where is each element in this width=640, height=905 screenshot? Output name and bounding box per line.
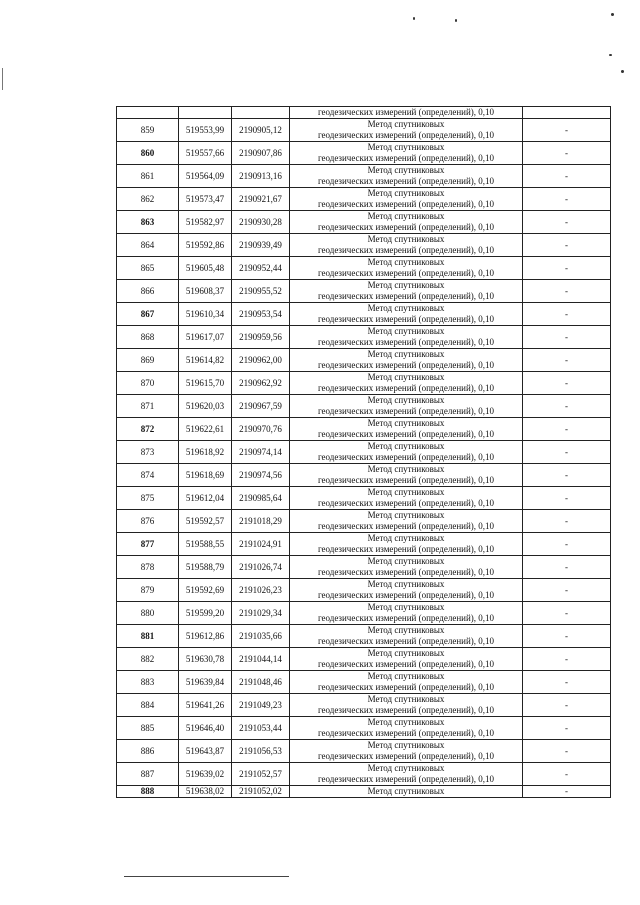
- cell-extra: -: [523, 142, 611, 165]
- table-row: [117, 326, 611, 349]
- cell-point-number: 870: [117, 372, 179, 395]
- method-line-1: Метод спутниковых: [367, 556, 445, 566]
- method-line-2: геодезических измерений (определений), 0,10: [317, 475, 495, 485]
- method-line-1: Метод спутниковых: [367, 349, 445, 359]
- cell-y: 2191056,53: [232, 740, 290, 763]
- cell-x: 519639,84: [179, 671, 232, 694]
- table-row: [117, 648, 611, 671]
- cell-x: 519622,61: [179, 418, 232, 441]
- cell-method: [290, 510, 523, 533]
- method-line-1: Метод спутниковых: [367, 602, 445, 612]
- scan-speck: [621, 70, 624, 73]
- method-line-1: Метод спутниковых: [367, 257, 445, 267]
- cell-x: [179, 107, 232, 119]
- method-line-1: Метод спутниковых: [367, 165, 445, 175]
- cell-extra: -: [523, 211, 611, 234]
- cell-method: [290, 165, 523, 188]
- scan-margin-mark: [2, 68, 3, 90]
- cell-y: 2190967,59: [232, 395, 290, 418]
- cell-y: 2191049,23: [232, 694, 290, 717]
- method-line-2: геодезических измерений (определений), 0,10: [317, 245, 495, 255]
- table-row: [117, 211, 611, 234]
- cell-method: [290, 326, 523, 349]
- cell-x: 519592,86: [179, 234, 232, 257]
- method-line-1: Метод спутниковых: [367, 625, 445, 635]
- method-line-2: геодезических измерений (определений), 0,10: [317, 360, 495, 370]
- cell-y: 2190953,54: [232, 303, 290, 326]
- method-line-2: геодезических измерений (определений), 0,10: [317, 498, 495, 508]
- table-row: [117, 671, 611, 694]
- table-row: [117, 694, 611, 717]
- scan-speck: [611, 13, 614, 16]
- method-line-2: геодезических измерений (определений), 0,10: [317, 452, 495, 462]
- table-row: [117, 349, 611, 372]
- method-line-1: Метод спутниковых: [367, 487, 445, 497]
- cell-x: 519564,09: [179, 165, 232, 188]
- table-row: [117, 556, 611, 579]
- cell-point-number: 875: [117, 487, 179, 510]
- cell-x: 519608,37: [179, 280, 232, 303]
- cell-extra: -: [523, 602, 611, 625]
- cell-point-number: [117, 107, 179, 119]
- cell-method: [290, 303, 523, 326]
- table-row: [117, 441, 611, 464]
- cell-extra: -: [523, 786, 611, 798]
- cell-x: 519638,02: [179, 786, 232, 798]
- scan-speck: [455, 19, 457, 22]
- cell-point-number: 885: [117, 717, 179, 740]
- method-line-2: геодезических измерений (определений), 0,10: [317, 636, 495, 646]
- cell-method: [290, 234, 523, 257]
- method-line-1: Метод спутниковых: [367, 188, 445, 198]
- cell-point-number: 888: [117, 786, 179, 798]
- cell-extra: -: [523, 510, 611, 533]
- cell-y: 2191018,29: [232, 510, 290, 533]
- table-row: [117, 418, 611, 441]
- method-line-2: геодезических измерений (определений), 0,10: [317, 222, 495, 232]
- table-row: [117, 487, 611, 510]
- cell-y: 2191026,23: [232, 579, 290, 602]
- method-line-2: геодезических измерений (определений), 0,10: [317, 774, 495, 784]
- table-row: [117, 119, 611, 142]
- cell-extra: -: [523, 648, 611, 671]
- cell-x: 519612,86: [179, 625, 232, 648]
- method-line-2: геодезических измерений (определений), 0,10: [317, 613, 495, 623]
- cell-point-number: 873: [117, 441, 179, 464]
- cell-extra: -: [523, 533, 611, 556]
- cell-extra: -: [523, 740, 611, 763]
- cell-method: [290, 671, 523, 694]
- method-line-1: Метод спутниковых: [367, 372, 445, 382]
- coordinates-table-body: [117, 107, 611, 798]
- cell-y: 2190985,64: [232, 487, 290, 510]
- table-row: [117, 188, 611, 211]
- cell-point-number: 877: [117, 533, 179, 556]
- cell-extra: -: [523, 763, 611, 786]
- cell-extra: -: [523, 349, 611, 372]
- cell-extra: -: [523, 234, 611, 257]
- table-row: [117, 763, 611, 786]
- cell-x: 519599,20: [179, 602, 232, 625]
- method-line-1: Метод спутниковых: [367, 786, 445, 796]
- cell-x: 519610,34: [179, 303, 232, 326]
- method-line-1: Метод спутниковых: [367, 395, 445, 405]
- method-line-2: геодезических измерений (определений), 0,10: [317, 705, 495, 715]
- table-row: [117, 395, 611, 418]
- cell-point-number: 863: [117, 211, 179, 234]
- cell-point-number: 866: [117, 280, 179, 303]
- table-row: [117, 234, 611, 257]
- method-line-2: геодезических измерений (определений), 0,10: [317, 659, 495, 669]
- cell-point-number: 869: [117, 349, 179, 372]
- method-line-1: Метод спутниковых: [367, 740, 445, 750]
- cell-point-number: 860: [117, 142, 179, 165]
- cell-y: 2190974,56: [232, 464, 290, 487]
- cell-y: 2190962,00: [232, 349, 290, 372]
- cell-x: 519643,87: [179, 740, 232, 763]
- method-line-2: геодезических измерений (определений), 0,10: [317, 314, 495, 324]
- cell-y: 2190970,76: [232, 418, 290, 441]
- cell-extra: -: [523, 671, 611, 694]
- cell-extra: -: [523, 372, 611, 395]
- cell-point-number: 887: [117, 763, 179, 786]
- table-row: [117, 717, 611, 740]
- method-line-2: геодезических измерений (определений), 0,10: [317, 130, 495, 140]
- table-row: [117, 107, 611, 119]
- method-line-2: геодезических измерений (определений), 0,10: [317, 176, 495, 186]
- cell-method: [290, 648, 523, 671]
- method-line-2: геодезических измерений (определений), 0,10: [317, 751, 495, 761]
- cell-y: 2191026,74: [232, 556, 290, 579]
- cell-method: [290, 556, 523, 579]
- method-line-2: геодезических измерений (определений), 0,10: [317, 383, 495, 393]
- cell-point-number: 879: [117, 579, 179, 602]
- cell-method: геодезических измерений (определений), 0,10: [290, 107, 523, 119]
- cell-extra: -: [523, 579, 611, 602]
- cell-x: 519617,07: [179, 326, 232, 349]
- cell-point-number: 880: [117, 602, 179, 625]
- cell-x: 519573,47: [179, 188, 232, 211]
- method-line-2: геодезических измерений (определений), 0,10: [317, 429, 495, 439]
- cell-method: [290, 464, 523, 487]
- cell-x: 519588,55: [179, 533, 232, 556]
- cell-extra: -: [523, 165, 611, 188]
- cell-x: 519630,78: [179, 648, 232, 671]
- method-line-1: Метод спутниковых: [367, 418, 445, 428]
- method-line-2: геодезических измерений (определений), 0,10: [317, 406, 495, 416]
- scan-speck: [609, 54, 612, 56]
- cell-extra: -: [523, 257, 611, 280]
- cell-point-number: 867: [117, 303, 179, 326]
- method-line-2: геодезических измерений (определений), 0,10: [317, 544, 495, 554]
- cell-point-number: 864: [117, 234, 179, 257]
- cell-extra: -: [523, 280, 611, 303]
- table-row: [117, 625, 611, 648]
- method-line-2: геодезических измерений (определений), 0,10: [317, 268, 495, 278]
- cell-y: 2190959,56: [232, 326, 290, 349]
- cell-method: [290, 280, 523, 303]
- cell-method: [290, 694, 523, 717]
- table-row: [117, 510, 611, 533]
- footer-rule: [124, 876, 289, 877]
- method-line-1: Метод спутниковых: [367, 671, 445, 681]
- cell-x: 519592,69: [179, 579, 232, 602]
- cell-x: 519588,79: [179, 556, 232, 579]
- cell-extra: -: [523, 694, 611, 717]
- cell-point-number: 859: [117, 119, 179, 142]
- scan-speck: [413, 17, 415, 20]
- method-line-2: геодезических измерений (определений), 0,10: [317, 567, 495, 577]
- cell-x: 519612,04: [179, 487, 232, 510]
- cell-point-number: 881: [117, 625, 179, 648]
- cell-method: [290, 188, 523, 211]
- table-row: [117, 579, 611, 602]
- cell-method: [290, 717, 523, 740]
- table-row: [117, 165, 611, 188]
- cell-y: 2190974,14: [232, 441, 290, 464]
- cell-x: 519592,57: [179, 510, 232, 533]
- coordinates-table: [116, 106, 611, 798]
- cell-y: 2191048,46: [232, 671, 290, 694]
- cell-point-number: 862: [117, 188, 179, 211]
- cell-extra: -: [523, 418, 611, 441]
- cell-y: 2191024,91: [232, 533, 290, 556]
- cell-extra: -: [523, 188, 611, 211]
- method-line-2: геодезических измерений (определений), 0,10: [317, 153, 495, 163]
- cell-point-number: 876: [117, 510, 179, 533]
- cell-method: [290, 625, 523, 648]
- table-row: [117, 464, 611, 487]
- cell-method: [290, 119, 523, 142]
- cell-point-number: 883: [117, 671, 179, 694]
- method-line-2: геодезических измерений (определений), 0,10: [317, 590, 495, 600]
- cell-point-number: 882: [117, 648, 179, 671]
- cell-x: 519639,02: [179, 763, 232, 786]
- cell-y: 2191052,57: [232, 763, 290, 786]
- cell-point-number: 872: [117, 418, 179, 441]
- cell-point-number: 884: [117, 694, 179, 717]
- cell-x: 519614,82: [179, 349, 232, 372]
- cell-x: 519646,40: [179, 717, 232, 740]
- method-line-2: геодезических измерений (определений), 0,10: [317, 199, 495, 209]
- cell-extra: -: [523, 487, 611, 510]
- method-line-1: Метод спутниковых: [367, 694, 445, 704]
- cell-method: [290, 257, 523, 280]
- cell-y: 2191044,14: [232, 648, 290, 671]
- table-row: [117, 533, 611, 556]
- cell-y: 2190962,92: [232, 372, 290, 395]
- cell-method: [290, 533, 523, 556]
- cell-x: 519553,99: [179, 119, 232, 142]
- method-line-1: Метод спутниковых: [367, 533, 445, 543]
- cell-extra: -: [523, 395, 611, 418]
- table-row: [117, 280, 611, 303]
- method-line-2: геодезических измерений (определений), 0,10: [317, 337, 495, 347]
- cell-extra: [523, 107, 611, 119]
- method-line-1: Метод спутниковых: [367, 280, 445, 290]
- cell-point-number: 868: [117, 326, 179, 349]
- cell-extra: -: [523, 717, 611, 740]
- table-row: [117, 257, 611, 280]
- method-line-1: Метод спутниковых: [367, 234, 445, 244]
- method-line-2: геодезических измерений (определений), 0,10: [317, 728, 495, 738]
- cell-y: 2190913,16: [232, 165, 290, 188]
- method-line-1: Метод спутниковых: [367, 464, 445, 474]
- cell-y: 2190905,12: [232, 119, 290, 142]
- cell-point-number: 865: [117, 257, 179, 280]
- cell-x: 519641,26: [179, 694, 232, 717]
- cell-method: [290, 763, 523, 786]
- method-line-1: Метод спутниковых: [367, 303, 445, 313]
- cell-extra: -: [523, 625, 611, 648]
- cell-method: [290, 579, 523, 602]
- cell-extra: -: [523, 119, 611, 142]
- cell-method: [290, 395, 523, 418]
- cell-point-number: 886: [117, 740, 179, 763]
- cell-x: 519618,92: [179, 441, 232, 464]
- cell-method: [290, 740, 523, 763]
- cell-method: [290, 418, 523, 441]
- table-row: [117, 740, 611, 763]
- cell-x: 519582,97: [179, 211, 232, 234]
- cell-y: 2191053,44: [232, 717, 290, 740]
- cell-x: 519620,03: [179, 395, 232, 418]
- method-line-2: геодезических измерений (определений), 0,10: [317, 682, 495, 692]
- cell-y: 2191029,34: [232, 602, 290, 625]
- cell-y: 2190921,67: [232, 188, 290, 211]
- cell-y: 2190939,49: [232, 234, 290, 257]
- method-line-1: Метод спутниковых: [367, 717, 445, 727]
- cell-y: 2191052,02: [232, 786, 290, 798]
- cell-extra: -: [523, 556, 611, 579]
- cell-method: [290, 211, 523, 234]
- cell-x: 519557,66: [179, 142, 232, 165]
- method-line-2: геодезических измерений (определений), 0,10: [317, 291, 495, 301]
- cell-method: [290, 786, 523, 798]
- method-line-1: Метод спутниковых: [367, 648, 445, 658]
- cell-y: 2190930,28: [232, 211, 290, 234]
- table-row: [117, 602, 611, 625]
- cell-y: [232, 107, 290, 119]
- cell-y: 2191035,66: [232, 625, 290, 648]
- method-line-1: Метод спутниковых: [367, 211, 445, 221]
- table-row: [117, 142, 611, 165]
- method-line-1: Метод спутниковых: [367, 510, 445, 520]
- method-line-1: Метод спутниковых: [367, 142, 445, 152]
- method-line-1: Метод спутниковых: [367, 763, 445, 773]
- cell-y: 2190952,44: [232, 257, 290, 280]
- cell-method: [290, 441, 523, 464]
- method-line-2: геодезических измерений (определений), 0,10: [317, 521, 495, 531]
- cell-method: [290, 487, 523, 510]
- cell-y: 2190907,86: [232, 142, 290, 165]
- cell-y: 2190955,52: [232, 280, 290, 303]
- method-line-1: Метод спутниковых: [367, 579, 445, 589]
- table-row: [117, 372, 611, 395]
- cell-extra: -: [523, 464, 611, 487]
- cell-method: [290, 372, 523, 395]
- method-line-1: Метод спутниковых: [367, 441, 445, 451]
- cell-x: 519618,69: [179, 464, 232, 487]
- cell-method: [290, 602, 523, 625]
- cell-method: [290, 349, 523, 372]
- cell-point-number: 861: [117, 165, 179, 188]
- method-line-1: Метод спутниковых: [367, 119, 445, 129]
- cell-method: [290, 142, 523, 165]
- table-row: [117, 786, 611, 798]
- cell-extra: -: [523, 326, 611, 349]
- table-row: [117, 303, 611, 326]
- cell-x: 519615,70: [179, 372, 232, 395]
- method-line-1: Метод спутниковых: [367, 326, 445, 336]
- cell-extra: -: [523, 303, 611, 326]
- cell-point-number: 874: [117, 464, 179, 487]
- cell-x: 519605,48: [179, 257, 232, 280]
- cell-point-number: 871: [117, 395, 179, 418]
- cell-point-number: 878: [117, 556, 179, 579]
- cell-extra: -: [523, 441, 611, 464]
